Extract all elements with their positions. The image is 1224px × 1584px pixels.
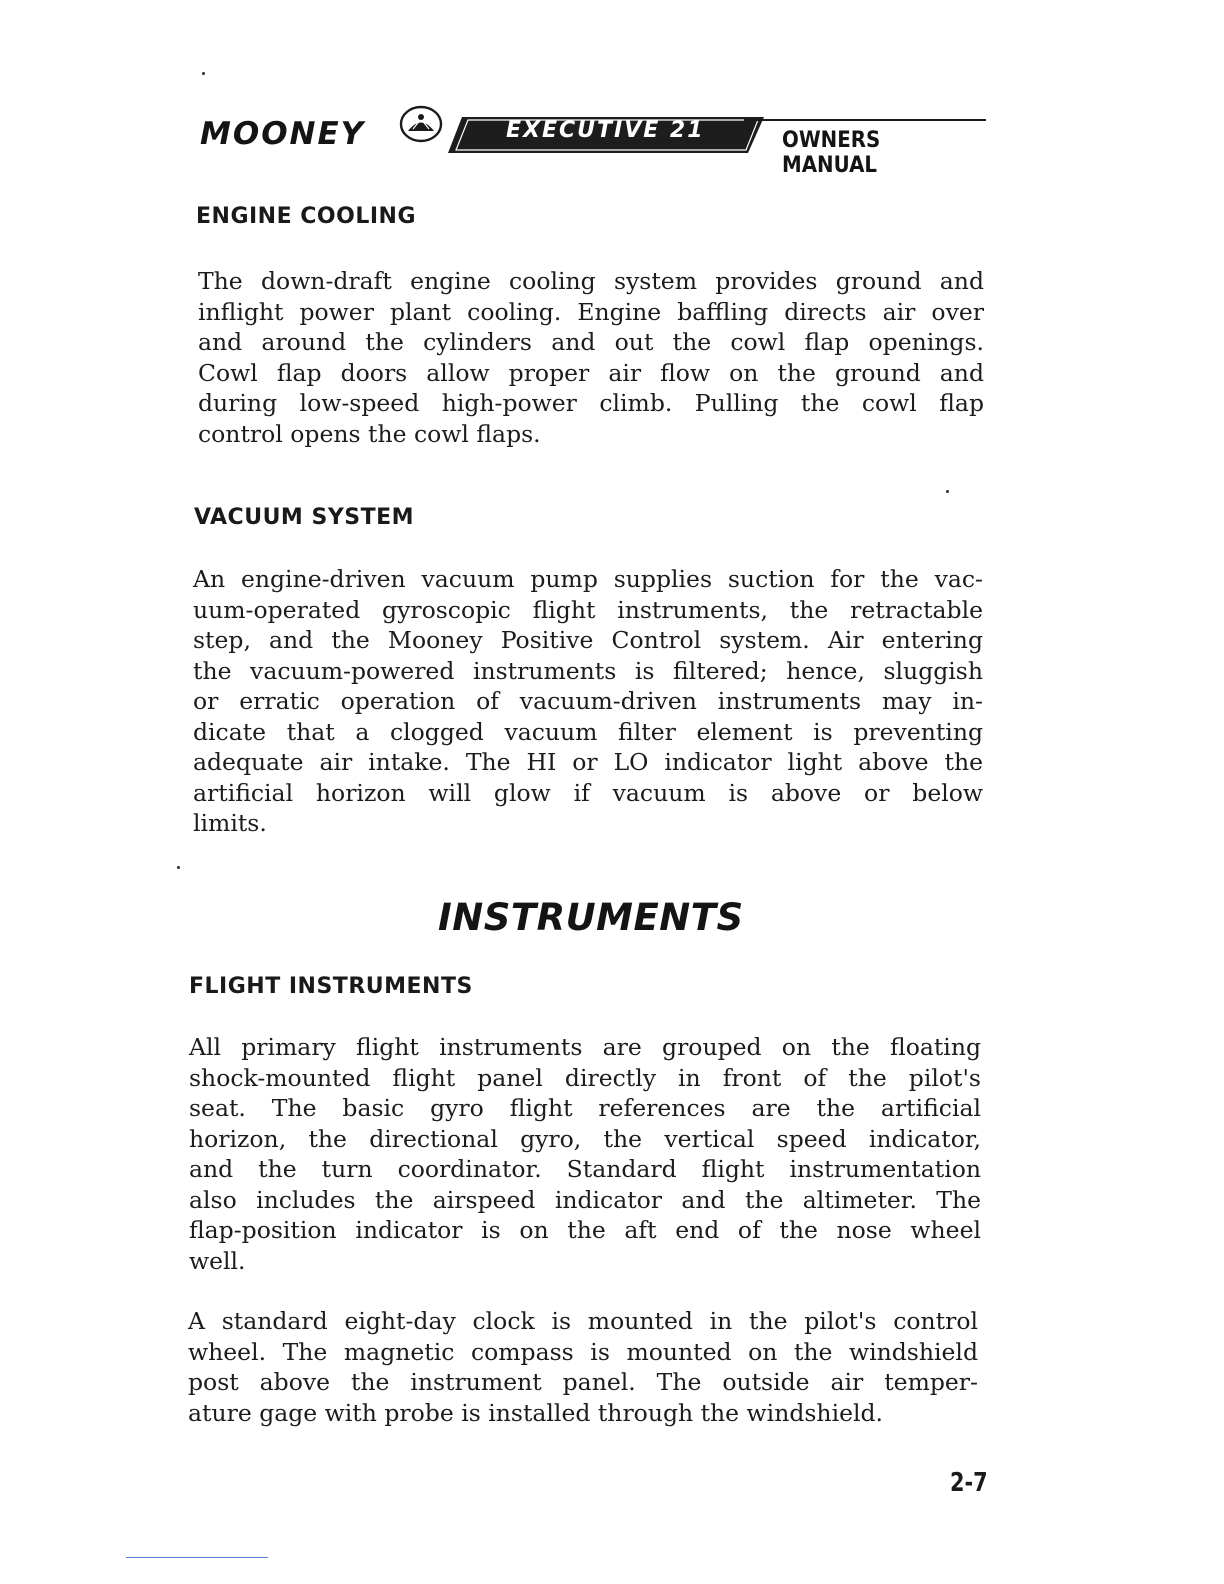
scan-speck — [946, 490, 949, 493]
text-line: post above the instrument panel. The outside air temper- — [188, 1368, 978, 1396]
text-line: inflight power plant cooling. Engine baffling directs air over — [198, 297, 984, 326]
text-line: seat. The basic gyro flight references are the artificial — [189, 1094, 981, 1122]
text-line: flap-position indicator is on the aft end of the nose wheel — [189, 1216, 981, 1244]
text-line: wheel. The magnetic compass is mounted on the windshield — [188, 1337, 978, 1366]
text-line: during low-speed high-power climb. Pulling the cowl flap — [198, 389, 984, 417]
vacuum-system-heading: VACUUM SYSTEM — [194, 505, 415, 530]
text-line: Cowl flap doors allow proper air flow on the ground and — [198, 358, 984, 387]
text-line: adequate air intake. The HI or LO indicator light above the — [193, 748, 983, 776]
text-line: control opens the cowl flaps. — [198, 419, 541, 448]
model-name: EXECUTIVE 21 — [506, 118, 705, 143]
vacuum-system-paragraph — [193, 564, 983, 839]
footer-rule — [126, 1557, 268, 1558]
flight-instruments-paragraph-1 — [189, 1032, 981, 1276]
text-line: An engine-driven vacuum pump supplies suction for the vac- — [193, 565, 983, 593]
text-line: artificial horizon will glow if vacuum is above or below — [193, 778, 983, 807]
engine-cooling-heading: ENGINE COOLING — [196, 204, 417, 229]
text-line: or erratic operation of vacuum-driven instruments may in- — [193, 687, 983, 715]
text-line: horizon, the directional gyro, the vertical speed indicator, — [189, 1124, 981, 1153]
text-line: dicate that a clogged vacuum filter element is preventing — [193, 717, 983, 746]
text-line: The down-draft engine cooling system provides ground and — [198, 267, 984, 295]
text-line: ature gage with probe is installed through the windshield. — [188, 1398, 884, 1427]
flight-instruments-paragraph-2 — [188, 1306, 978, 1428]
text-line: uum-operated gyroscopic flight instruments, the retractable — [193, 595, 983, 624]
text-line: limits. — [193, 809, 267, 837]
manual-title: OWNERS MANUAL — [782, 128, 881, 178]
instruments-title: INSTRUMENTS — [438, 896, 744, 939]
text-line: All primary flight instruments are grouped on the floating — [189, 1033, 981, 1061]
scan-speck — [177, 866, 180, 869]
text-line: step, and the Mooney Positive Control system. Air entering — [193, 626, 983, 654]
mooney-emblem-icon — [399, 105, 447, 145]
text-line: also includes the airspeed indicator and the altimeter. The — [189, 1185, 981, 1214]
text-line: shock-mounted flight panel directly in front of the pilot's — [189, 1063, 981, 1092]
scan-speck — [202, 72, 205, 75]
text-line: the vacuum-powered instruments is filtered; hence, sluggish — [193, 656, 983, 685]
page-number: 2-7 — [950, 1468, 988, 1498]
header-rule — [744, 119, 986, 121]
text-line: well. — [189, 1246, 246, 1275]
flight-instruments-heading: FLIGHT INSTRUMENTS — [189, 974, 473, 999]
text-line: and the turn coordinator. Standard flight instrumentation — [189, 1155, 981, 1183]
text-line: and around the cylinders and out the cowl flap openings. — [198, 328, 984, 356]
engine-cooling-paragraph — [198, 266, 984, 449]
page-header — [196, 100, 988, 178]
brand-logo-text: MOONEY — [200, 116, 366, 152]
text-line: A standard eight-day clock is mounted in the pilot's control — [188, 1307, 978, 1335]
